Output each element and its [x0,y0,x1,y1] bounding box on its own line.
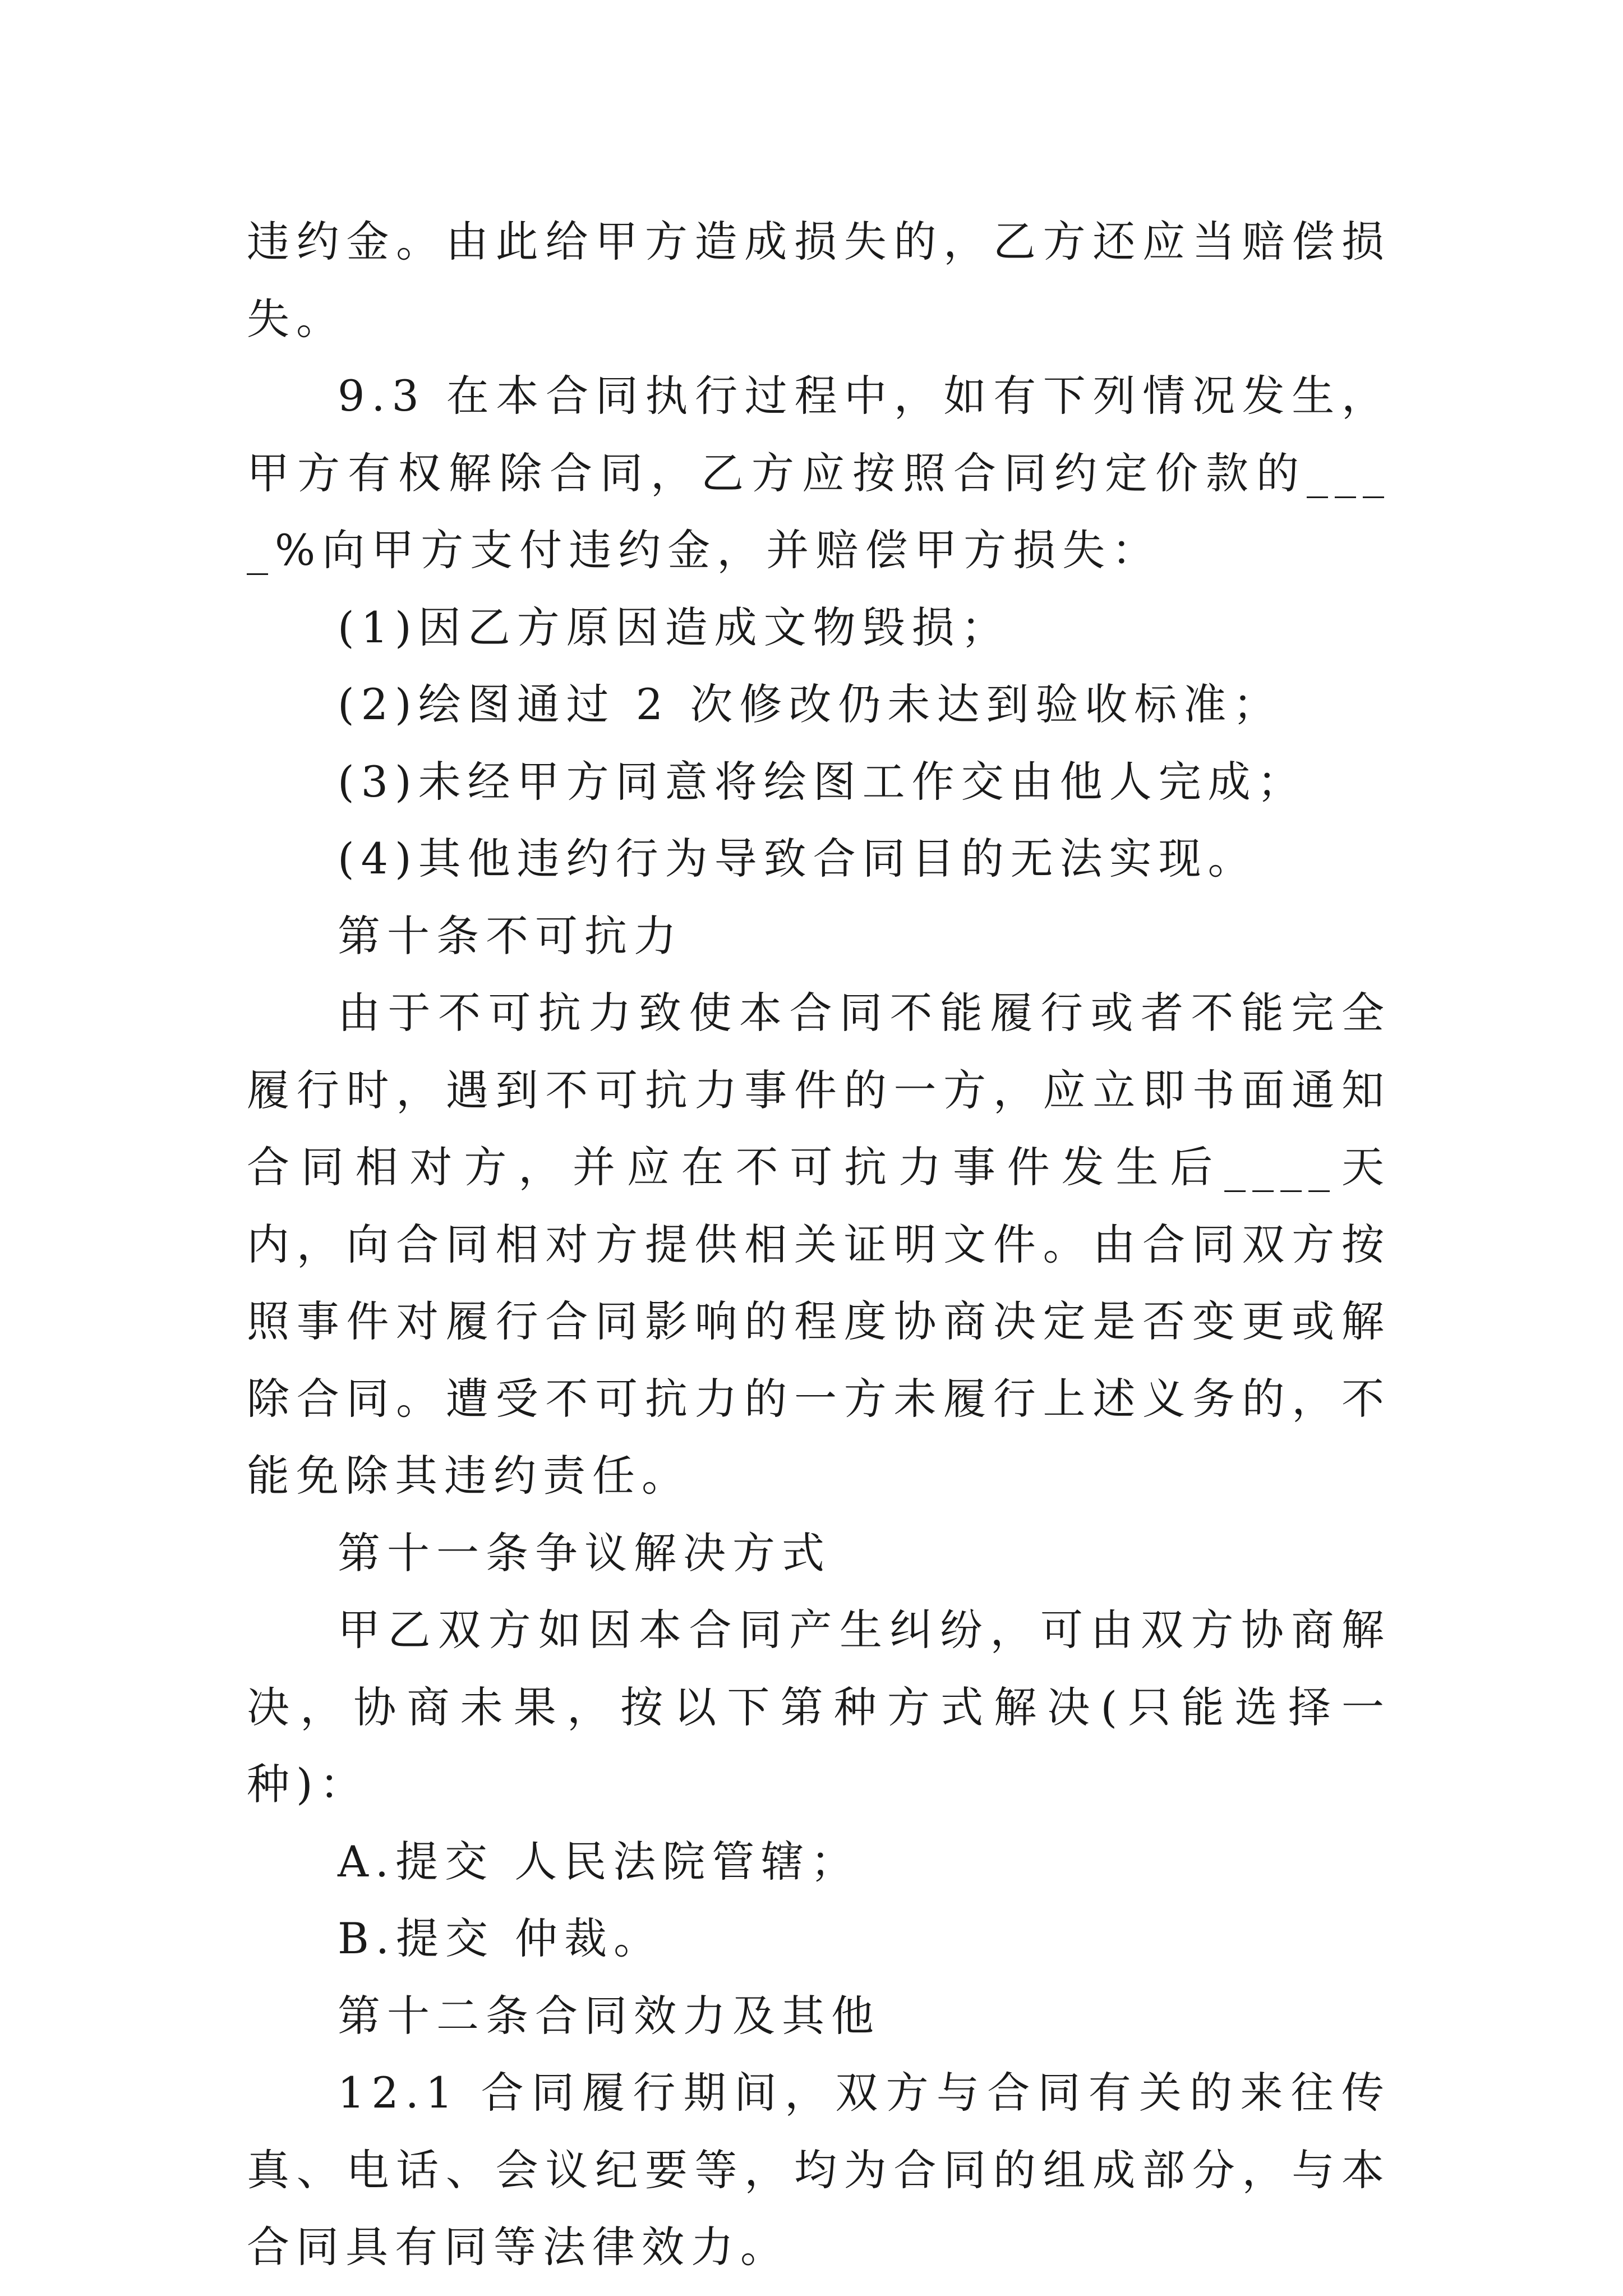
paragraph-clause-9-3: 9.3 在本合同执行过程中，如有下列情况发生，甲方有权解除合同，乙方应按照合同约定价款的____%向甲方支付违约金，并赔偿甲方损失： [247,371,1391,575]
list-item-3: (3)未经甲方同意将绘图工作交由他人完成； [338,756,1307,807]
paragraph-clause-12-1: 12.1 合同履行期间，双方与合同有关的来往传真、电话、会议纪要等，均为合同的组成部分，与本合同具有同等法律效力。 [247,2068,1391,2272]
option-b: B.提交 仲裁。 [338,1913,663,1963]
option-a: A.提交 人民法院管辖； [338,1836,860,1887]
section-heading-article-12: 第十二条合同效力及其他 [338,1990,880,2041]
list-item-2: (2)绘图通过 2 次修改仍未达到验收标准； [338,679,1283,729]
paragraph-penalty-continuation: 违约金。由此给甲方造成损失的，乙方还应当赔偿损失。 [247,217,1391,344]
paragraph-dispute-resolution: 甲乙双方如因本合同产生纠纷，可由双方协商解决，协商未果，按以下第种方式解决(只能选择一种)： [247,1605,1391,1809]
list-item-4: (4)其他违约行为导致合同目的无法实现。 [338,834,1257,884]
paragraph-force-majeure: 由于不可抗力致使本合同不能履行或者不能完全履行时，遇到不可抗力事件的一方，应立即书面通知合同相对方，并应在不可抗力事件发生后____天内，向合同相对方提供相关证明文件。由合同双方按照事件对履行合同影响的程度协商决定是否变更或解除合同。遭受不可抗力的一方未履行上述义务的，不能免除其违约责任。 [247,988,1391,1501]
document-body [247,203,1391,2286]
section-heading-article-11: 第十一条争议解决方式 [338,1527,831,1578]
section-heading-article-10: 第十条不可抗力 [338,910,683,961]
list-item-1: (1)因乙方原因造成文物毁损； [338,602,1011,652]
